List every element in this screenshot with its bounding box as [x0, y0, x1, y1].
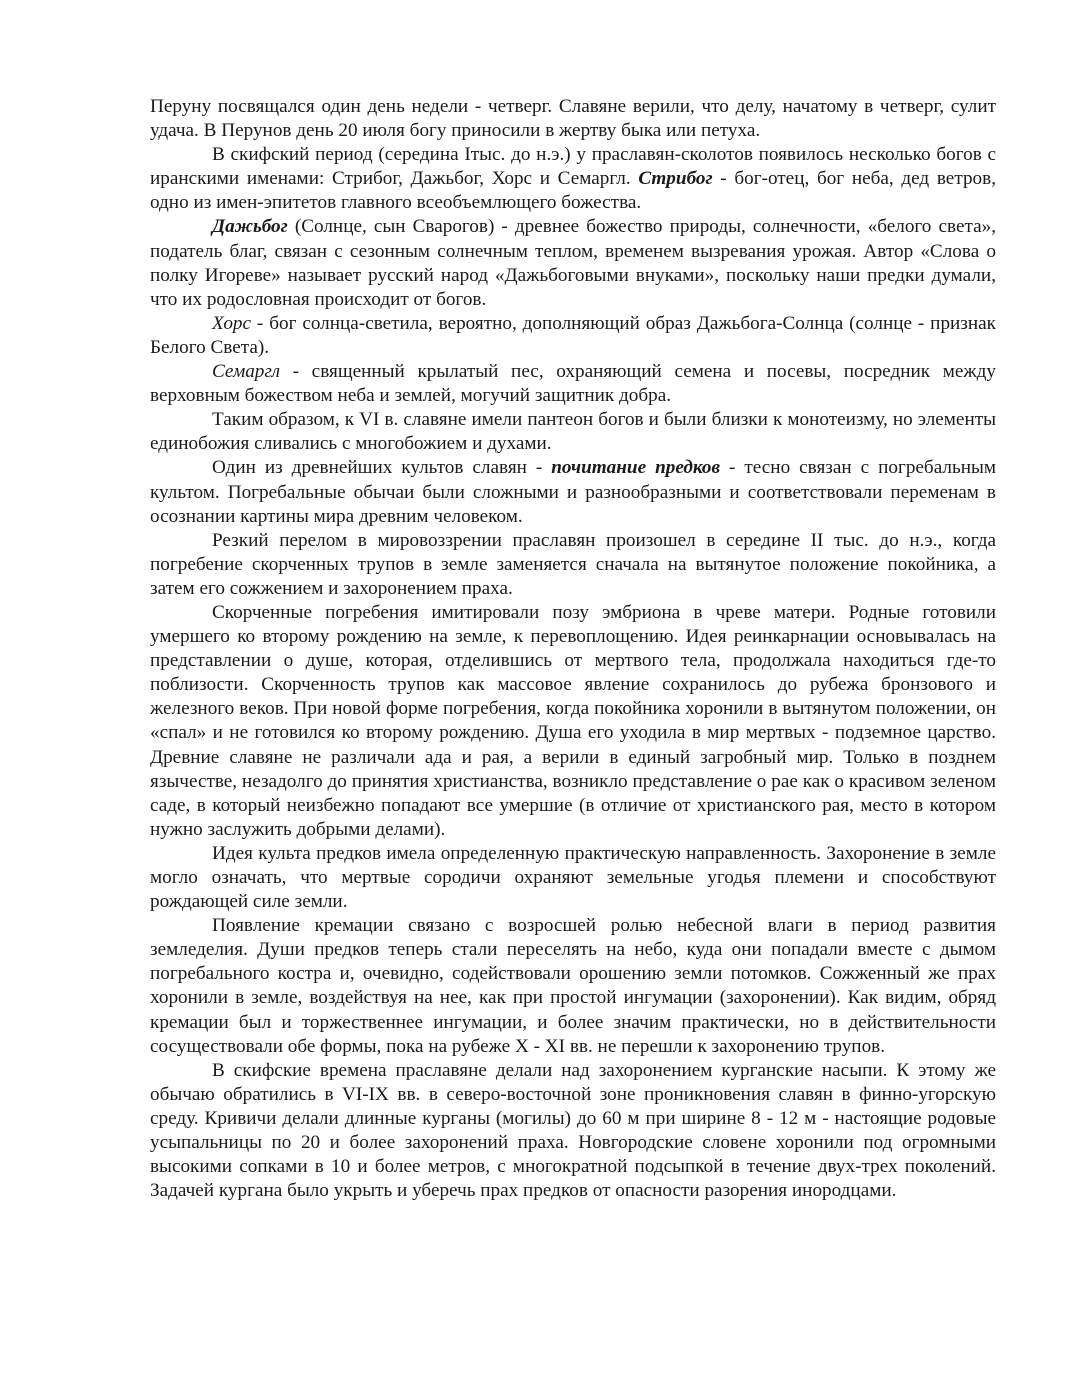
paragraph — [150, 601, 996, 842]
text-run: Идея культа предков имела определенную практическую направленность. Захоронение в земле могло означать, что мертвые сородичи охраняют земельные угодья племени и способствуют рождающей силе земли. — [150, 842, 996, 913]
paragraph — [150, 312, 996, 360]
text-run: Появление кремации связано с возросшей ролью небесной влаги в период развития земледелия. Души предков теперь стали переселять на небо, куда они попадали вместе с дымом погребального костра и, очевидно, содействовали орошению земли потомков. Сожженный же прах хоронили в земле, воздействуя на нее, как при простой ингумации (захоронении). Как видим, обряд кремации был и торжественнее ингумации, и более значим практически, но в действительности сосуществовали обе формы, пока на рубеже X - XI вв. не перешли к захоронению трупов. — [150, 915, 996, 1057]
text-run: - священный крылатый пес, охраняющий семена и посевы, посредник между верховным божеством неба и землей, могучий защитник добра. — [150, 361, 996, 407]
italic-term: Хорс — [212, 312, 252, 334]
italic-term: Семаргл — [212, 361, 280, 383]
text-run: Один из древнейших культов славян - — [212, 457, 552, 479]
paragraph — [150, 529, 996, 601]
text-run: Резкий перелом в мировоззрении праславян произошел в середине II тыс. до н.э., когда погребение скорченных трупов в земле заменяется сначала на вытянутое положение покойника, а затем его сожжением и захоронением праха. — [150, 529, 996, 599]
text-run: Таким образом, к VI в. славяне имели пантеон богов и были близки к монотеизму, но элементы единобожия сливались с многобожием и духами. — [150, 409, 996, 455]
bold-italic-term: Дажьбог — [212, 216, 288, 238]
bold-italic-term: почитание предков — [551, 457, 721, 479]
text-run: - бог-отец, бог неба, дед ветров, одно из имен-эпитетов главного всеобъемлющего божества. — [150, 168, 996, 214]
paragraph — [150, 143, 996, 215]
paragraph — [150, 360, 996, 408]
text-run: В скифские времена праславяне делали над захоронением курганские насыпи. К этому же обычаю обратились в VI-IX вв. в северо-восточной зоне проникновения славян в финно-угорскую среду. Кривичи делали длинные курганы (могилы) до 60 м при ширине 8 - 12 м - настоящие родовые усыпальницы по 20 и более захоронений праха. Новгородские словене хоронили под огромными высокими сопками в 10 и более метров, с многократной подсыпкой в течение двух-трех поколений. Задачей кургана было укрыть и уберечь прах предков от опасности разорения инородцами. — [150, 1059, 996, 1202]
paragraph — [150, 842, 996, 914]
text-run: В скифский период (середина Iтыс. до н.э.) у праславян-сколотов появилось несколько богов с иранскими именами: Стрибог, Дажьбог, Хорс и Семаргл. — [150, 144, 996, 190]
text-run: (Солнце, сын Сварогов) - древнее божество природы, солнечности, «белого света», податель благ, связан с сезонным солнечным теплом, временем вызревания урожая. Автор «Слова о полку Игореве» называет русский народ «Дажьбоговыми внуками», поскольку наши предки думали, что их родословная происходит от богов. — [150, 216, 996, 310]
paragraph — [150, 215, 996, 311]
paragraph — [150, 1059, 996, 1204]
paragraph — [150, 914, 996, 1059]
bold-italic-term: Стрибог — [638, 168, 713, 190]
paragraph — [150, 95, 996, 143]
text-run: - бог солнца-светила, вероятно, дополняющий образ Дажьбога-Солнца (солнце - признак Белого Света). — [150, 312, 996, 358]
text-run: Скорченные погребения имитировали позу эмбриона в чреве матери. Родные готовили умершего ко второму рождению на земле, к перевоплощению. Идея реинкарнации основывалась на представлении о душе, которая, отделившись от мертвого тела, продолжала находиться где-то поблизости. Скорченность трупов как массовое явление сохранилось до рубежа бронзового и железного веков. При новой форме погребения, когда покойника хоронили в вытянутом положении, он «спал» и не готовился ко второму рождению. Душа его уходила в мир мертвых - подземное царство. Древние славяне не различали ада и рая, а верили в единый загробный мир. Только в позднем язычестве, незадолго до принятия христианства, возникло представление о рае как о красивом зеленом саде, в который неизбежно попадают все умершие (в отличие от христианского рая, место в котором нужно заслужить добрыми делами). — [150, 601, 996, 840]
paragraph — [150, 456, 996, 528]
text-run: - тесно связан с погребальным культом. Погребальные обычаи были сложными и разнообразными и соответствовали переменам в осознании картины мира древним человеком. — [150, 457, 997, 527]
text-run: Перуну посвящался один день недели - четверг. Славяне верили, что делу, начатому в четверг, сулит удача. В Перунов день 20 июля богу приносили в жертву быка или петуха. — [150, 96, 996, 142]
paragraph — [150, 408, 996, 456]
